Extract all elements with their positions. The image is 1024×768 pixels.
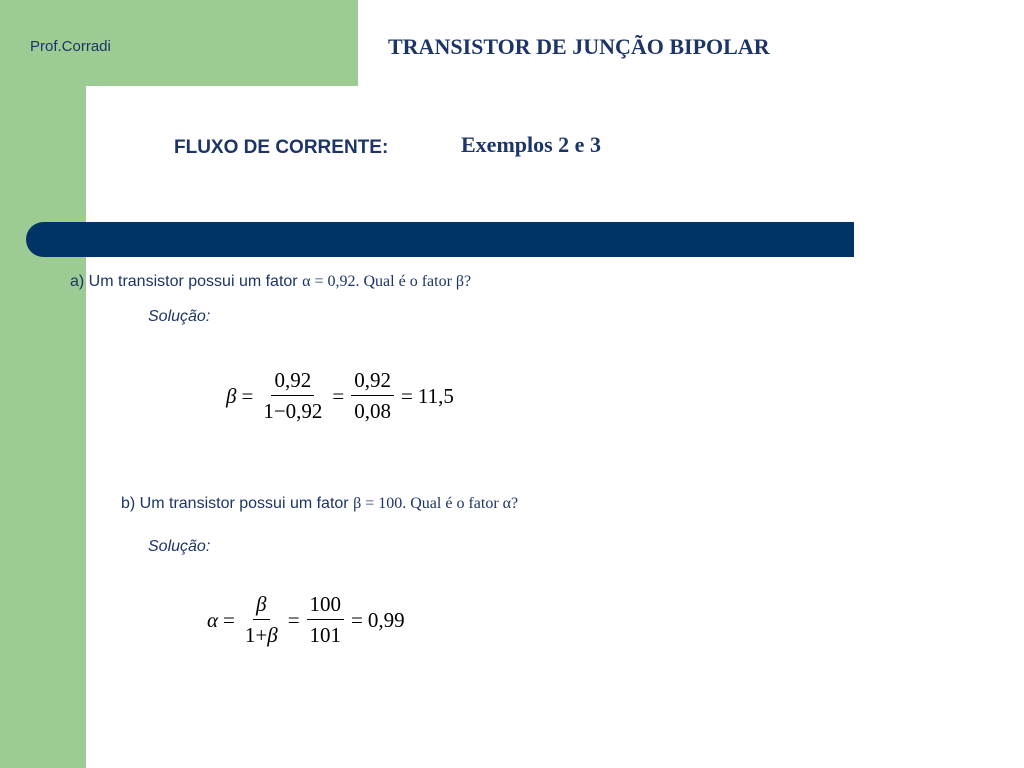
equals-sign: = [332,383,345,408]
equation-b [207,592,405,648]
equals-sign: = [287,607,300,632]
green-side-panel [0,0,86,768]
question-a-given: α = 0,92. Qual é o fator β? [302,273,472,290]
equals-sign: = [401,383,413,408]
equation-a [226,368,454,424]
fraction-2 [307,592,345,648]
fraction-numerator: 100 [307,592,345,620]
fraction-denominator: 101 [309,623,342,647]
fraction-2 [351,368,394,424]
equals-sign: = [351,607,363,632]
content-area [86,86,1024,768]
fraction-numerator: β [253,592,269,620]
result-value: 11,5 [417,383,454,408]
solution-a-label: Solução: [148,308,211,325]
question-b-prefix: b) Um transistor possui um fator [121,495,349,512]
question-a [70,273,471,291]
question-a-prefix: a) Um transistor possui um fator [70,273,298,290]
beta-symbol: β [267,623,278,647]
question-b-given: β = 100. Qual é o fator α? [353,495,519,512]
beta-symbol: β [226,383,237,408]
equals-sign: = [241,383,254,408]
alpha-symbol: α [207,607,219,632]
equals-sign: = [223,607,235,632]
fraction-1 [242,592,281,648]
fraction-denominator: 1−0,92 [263,399,323,423]
fraction-numerator: 0,92 [351,368,394,396]
slide-title: TRANSISTOR DE JUNÇÃO BIPOLAR [388,34,770,59]
solution-b-label: Solução: [148,538,211,555]
fraction-1 [260,368,325,424]
author-label: Prof.Corradi [30,38,111,55]
question-b [121,495,518,513]
section-heading: FLUXO DE CORRENTE: [174,137,389,158]
fraction-denominator: 0,08 [354,399,391,423]
denominator-one-plus: 1+ [244,623,268,647]
divider-bar [26,222,854,257]
fraction-numerator: 0,92 [271,368,314,396]
fraction-denominator [242,620,281,648]
examples-heading: Exemplos 2 e 3 [461,132,601,157]
result-value: 0,99 [367,607,405,632]
